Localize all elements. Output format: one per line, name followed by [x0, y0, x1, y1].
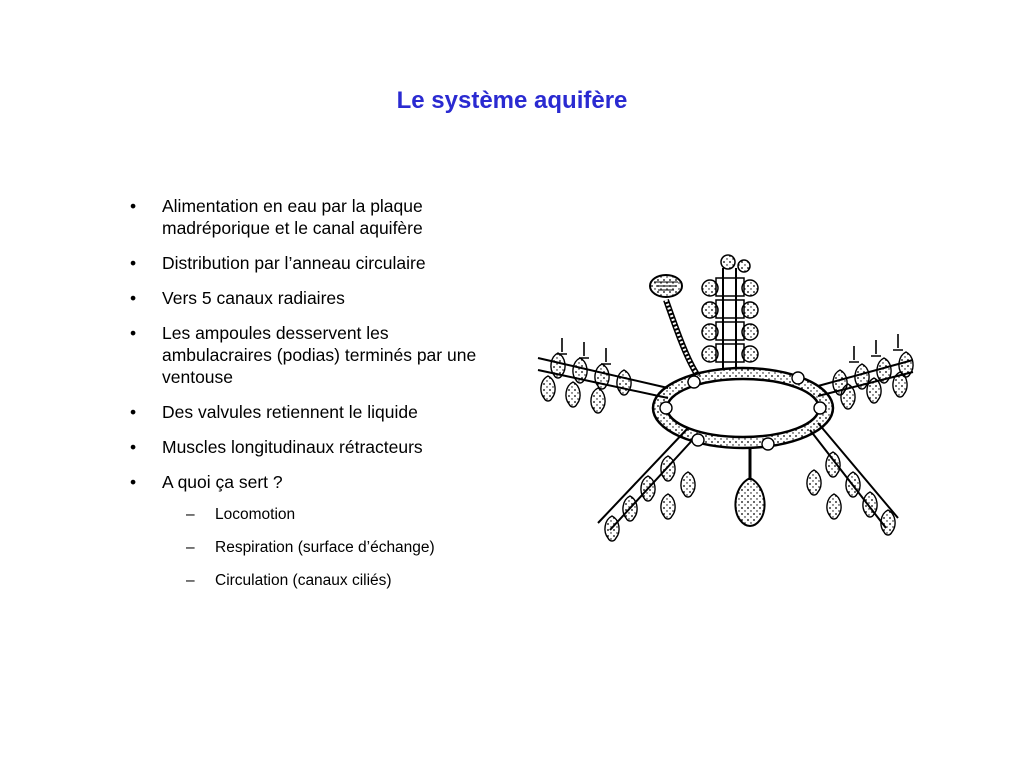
- bullet-marker: •: [130, 196, 137, 216]
- bullet-marker: •: [130, 437, 137, 457]
- ring-canal: [653, 368, 833, 450]
- sub-bullet-text: Locomotion: [215, 506, 296, 523]
- bullet-marker: •: [130, 288, 137, 308]
- radial-arm-top: [702, 255, 758, 362]
- bullet-item: [128, 195, 488, 239]
- slide-title: Le système aquifère: [396, 87, 628, 114]
- sub-bullet-item: [128, 538, 488, 558]
- polian-vesicle: [735, 448, 764, 526]
- bullet-marker: •: [130, 472, 137, 492]
- sub-bullet-list: [162, 505, 488, 591]
- sub-bullet-item: [128, 505, 488, 525]
- bullet-list: [128, 195, 488, 604]
- bullet-text: Muscles longitudinaux rétracteurs: [162, 437, 423, 457]
- bullet-item: [128, 436, 488, 458]
- stone-canal: [650, 275, 698, 376]
- tube-feet: [557, 334, 903, 364]
- sub-bullet-marker: –: [186, 572, 195, 589]
- sub-bullet-text: Respiration (surface d’échange): [215, 539, 435, 556]
- bullet-text: Vers 5 canaux radiaires: [162, 288, 345, 308]
- sub-bullet-marker: –: [186, 506, 195, 523]
- bullet-text: Distribution par l’anneau circulaire: [162, 253, 426, 273]
- bullet-item: [128, 322, 488, 388]
- bullet-item: [128, 471, 488, 591]
- bullet-item: [128, 401, 488, 423]
- water-vascular-system-illustration: [518, 248, 918, 558]
- bullet-text: Alimentation en eau par la plaque madréporique et le canal aquifère: [162, 196, 423, 238]
- bullet-marker: •: [130, 323, 137, 343]
- sub-bullet-marker: –: [186, 539, 195, 556]
- bullet-item: [128, 252, 488, 274]
- bullet-marker: •: [130, 402, 137, 422]
- bullet-text: Les ampoules desservent les ambulacraires (podias) terminés par une ventouse: [162, 323, 477, 387]
- sub-bullet-item: [128, 571, 488, 591]
- bullet-marker: •: [130, 253, 137, 273]
- sub-bullet-text: Circulation (canaux ciliés): [215, 572, 392, 589]
- bullet-text: Des valvules retiennent le liquide: [162, 402, 418, 422]
- bullet-text: A quoi ça sert ?: [162, 472, 283, 492]
- bullet-item: [128, 287, 488, 309]
